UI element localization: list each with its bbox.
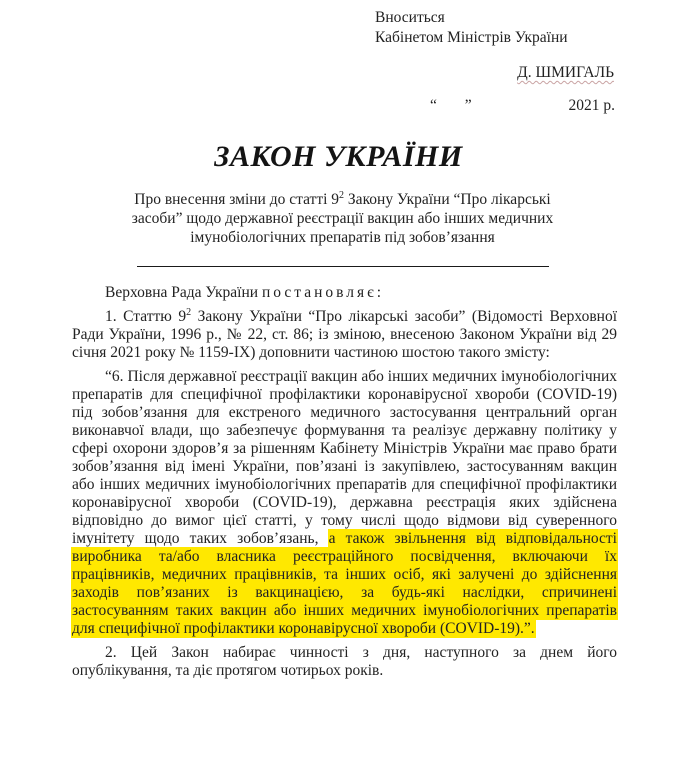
date-day-placeholder: “ ” bbox=[430, 97, 484, 114]
quoted-paragraph-6 bbox=[72, 368, 617, 638]
item-1-part2: Закону України “Про лікарські засоби” (Відомості Верховної Ради України, 1996 р., № 22, ст. 86; із зміною, внесеною Законом України від 29 січня 2021 року № 1159-IX) доповнити частиною шостою такого змісту: bbox=[72, 308, 617, 361]
submitted-by-cabinet: Кабінетом Міністрів України bbox=[375, 29, 568, 46]
date-line bbox=[430, 97, 615, 115]
horizontal-rule bbox=[137, 266, 549, 267]
signer-name bbox=[517, 64, 614, 82]
subtitle-superscript: 2 bbox=[339, 189, 345, 201]
law-subtitle bbox=[110, 190, 575, 247]
submitted-by-label: Вноситься bbox=[375, 9, 445, 26]
law-body bbox=[72, 284, 617, 686]
preamble bbox=[72, 284, 617, 302]
subtitle-part2: Закону України “Про лікарські засоби” щодо державної реєстрації вакцин або інших медичних імунобіологічних препаратів під зобов’язання bbox=[131, 191, 554, 246]
submitted-by-block bbox=[375, 8, 568, 48]
quote-highlighted-text: а також звільнення від відповідальності виробника та/або власника реєстраційного посвідчення, включаючи їх працівників, медичних працівників, та інших осіб, які залучені до здійснення заходів пов’язаних із вакцинацією, за будь-які наслідки, спричинені застосуванням таких вакцин або інших медичних імунобіологічних препаратів для специфічної профілактики коронавірусної хвороби (COVID-19).”. bbox=[72, 530, 617, 637]
subtitle-part1: Про внесення зміни до статті 9 bbox=[134, 191, 340, 208]
item-1 bbox=[72, 308, 617, 362]
preamble-prefix: Верховна Рада України bbox=[105, 284, 262, 301]
quote-plain-text: “6. Після державної реєстрації вакцин або інших медичних імунобіологічних препаратів для специфічної профілактики коронавірусної хвороби (COVID-19) під зобов’язання для екстреного медичного застосування центральний орган виконавчої влади, що забезпечує формування та реалізує державну політику у сфері охорони здоров’я за рішенням Кабінету Міністрів України має право брати зобов’язання від імені України, пов’язані із закупівлею, застосуванням вакцин або інших медичних імунобіологічних препаратів для специфічної профілактики коронавірусної хвороби (COVID-19), державна реєстрація яких здійснена відповідно до вимог цієї статті, у тому числі щодо відмови від суверенного імунітету щодо таких зобов’язань, bbox=[72, 368, 617, 547]
item-1-superscript: 2 bbox=[186, 306, 192, 318]
item-1-part1: 1. Статтю 9 bbox=[105, 308, 187, 325]
preamble-suffix: : bbox=[376, 284, 382, 301]
signer-name-text: Д. ШМИГАЛЬ bbox=[517, 64, 614, 81]
law-title: ЗАКОН УКРАЇНИ bbox=[214, 140, 463, 173]
preamble-resolves: постановляє bbox=[261, 284, 377, 301]
item-2: 2. Цей Закон набирає чинності з дня, наступного за днем його опублікування, та діє протягом чотирьох років. bbox=[72, 644, 617, 679]
date-year: 2021 р. bbox=[568, 97, 615, 114]
